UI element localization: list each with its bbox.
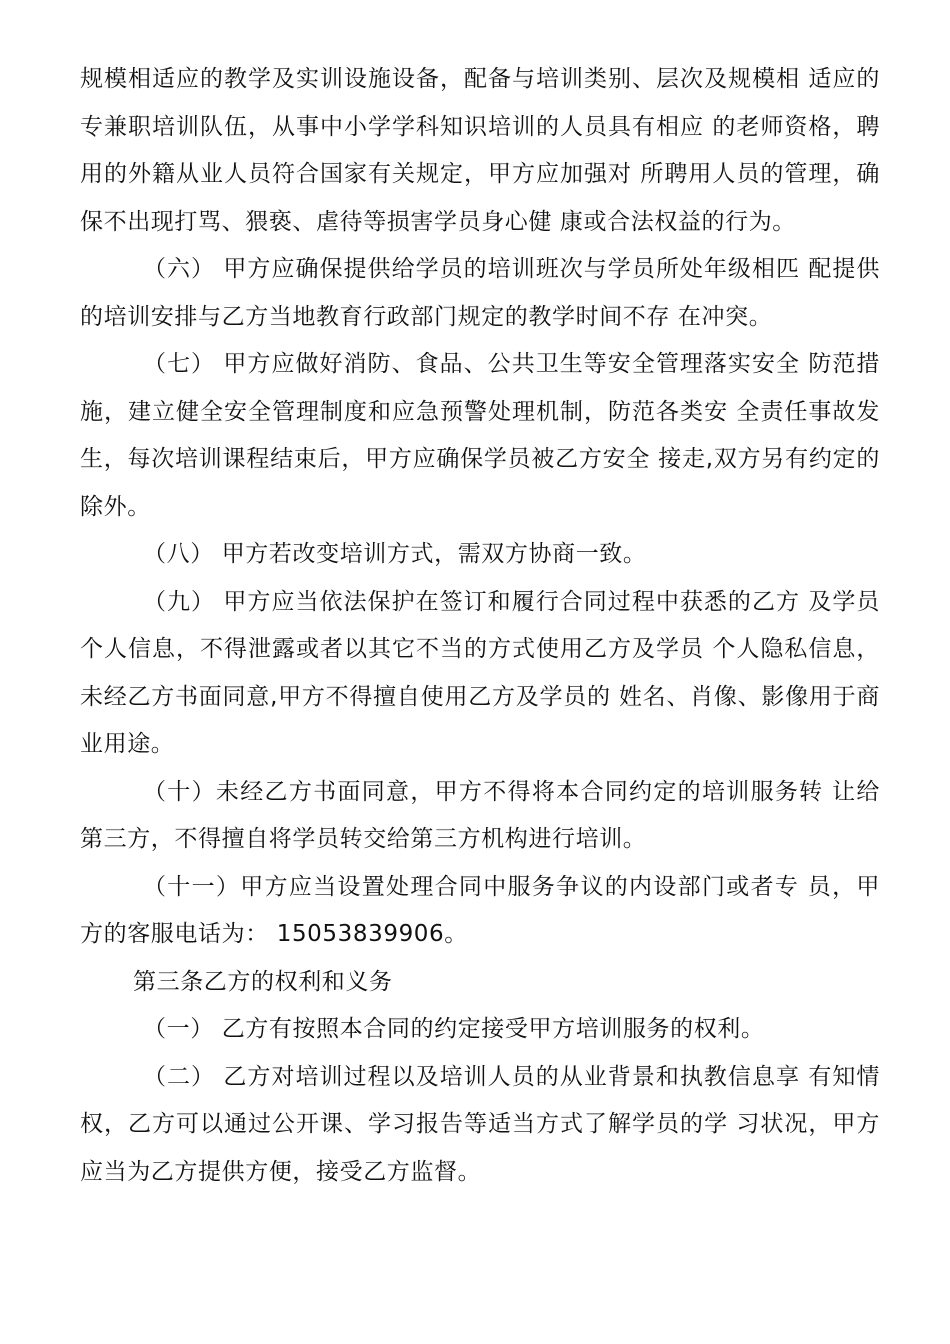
paragraph-article-3-item-1: （一） 乙方有按照本合同的约定接受甲方培训服务的权利。 (143, 1016, 765, 1042)
paragraph-clause-6: （六） 甲方应确保提供给学员的培训班次与学员所处年级相匹 配提供的培训安排与乙方当地教育行政部门规定的教学时间不存 在冲突。 (80, 256, 880, 330)
paragraph-clause-9: （九） 甲方应当依法保护在签订和履行合同过程中获悉的乙方 及学员个人信息，不得泄露或者以其它不当的方式使用乙方及学员 个人隐私信息，未经乙方书面同意,甲方不得擅自使用乙方及学员的 姓名、肖像、影像用于商业用途。 (80, 588, 880, 757)
paragraph-article-3-item-2: （二） 乙方对培训过程以及培训人员的从业背景和执教信息享 有知情权，乙方可以通过公开课、学习报告等适当方式了解学员的学 习状况，甲方应当为乙方提供方便，接受乙方监督。 (80, 1063, 880, 1185)
paragraph-clause-10: （十）未经乙方书面同意，甲方不得将本合同约定的培训服务转 让给第三方，不得擅自将学员转交给第三方机构进行培训。 (80, 778, 880, 852)
document-body (80, 56, 880, 1196)
section-heading-article-3: 第三条乙方的权利和义务 (133, 968, 393, 995)
paragraph-clause-7: （七） 甲方应做好消防、食品、公共卫生等安全管理落实安全 防范措施，建立健全安全管理制度和应急预警处理机制，防范各类安 全责任事故发生，每次培训课程结束后，甲方应确保学员被乙方安全 接走,双方另有约定的除外。 (80, 351, 880, 520)
paragraph-clause-8: （八） 甲方若改变培训方式，需双方协商一致。 (143, 541, 647, 567)
paragraph-clause-11: （十一）甲方应当设置处理合同中服务争议的内设部门或者专 员，甲方的客服电话为： 15053839906。 (80, 873, 880, 947)
paragraph-1: 规模相适应的教学及实训设施设备，配备与培训类别、层次及规模相 适应的专兼职培训队伍，从事中小学学科知识培训的人员具有相应 的老师资格，聘用的外籍从业人员符合国家有关规定，甲方应加强对 所聘用人员的管理，确保不出现打骂、猥亵、虐待等损害学员身心健 康或合法权益的行为。 (80, 66, 880, 235)
